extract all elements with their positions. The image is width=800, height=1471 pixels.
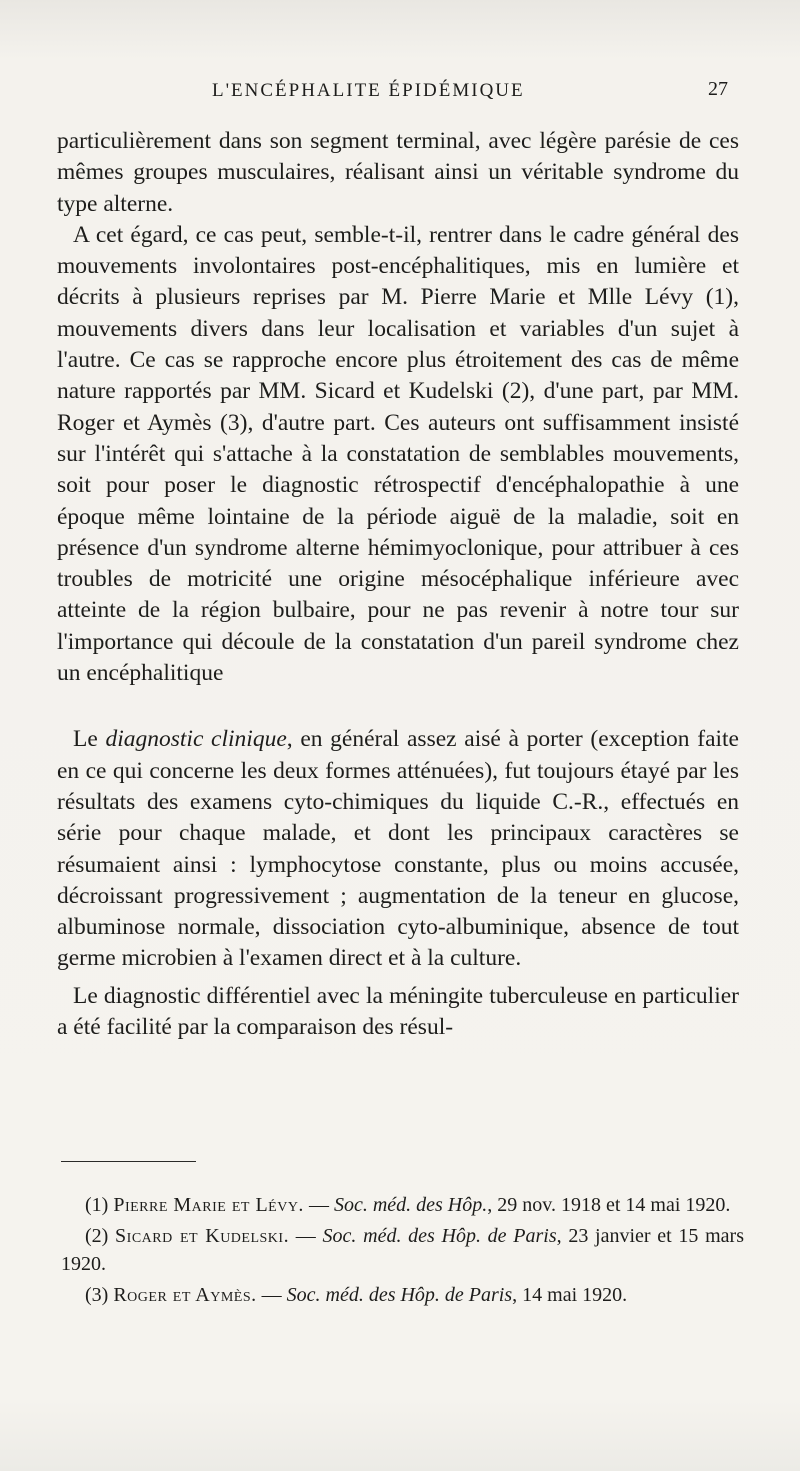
footnote-journal: Soc. méd. des Hôp. [333, 1194, 488, 1216]
footnote-authors: Sicard et Kudelski. [115, 1224, 290, 1247]
footnote-journal: Soc. méd. des Hôp. de Paris [322, 1224, 557, 1247]
footnote-authors: Roger et Aymès. [113, 1283, 257, 1306]
footnote-marker: (3) [85, 1283, 109, 1306]
footnote-1 [61, 1191, 744, 1220]
footnote-authors: Pierre Marie et Lévy. [113, 1194, 304, 1216]
footnote-date: , 29 nov. 1918 et 14 mai 1920. [487, 1194, 731, 1216]
footnote-rule [61, 1161, 196, 1162]
footnote-marker: (2) [85, 1224, 109, 1247]
paragraph-body: , en général assez aisé à porter (exception faite en ce qui concerne les deux formes atténuées), fut toujours étayé par les résultats des examens cyto-chimiques du liquide C.-R., effectués en série pour chaque malade, et dont les principaux caractères se résumaient ainsi : lymphocytose constante, plus ou moins accusée, décroissant progressivement ; augmentation de la teneur en glucose, albuminose normale, dissociation cyto-albuminique, absence de tout germe microbien à l'examen direct et à la culture. [57, 726, 739, 972]
running-head: L'ENCÉPHALITE ÉPIDÉMIQUE [212, 80, 525, 101]
paragraph-diagnostic-differentiel: Le diagnostic différentiel avec la méningite tuberculeuse en particulier a été facilité par la comparaison des résul- [57, 982, 739, 1041]
paragraph-lead: Le [73, 726, 106, 753]
footnote-marker: (1) [85, 1194, 109, 1216]
footnote-date: , 23 janvier et 15 mars 1920. [61, 1224, 745, 1275]
paragraph-continuation: particulièrement dans son segment terminal, avec légère parésie de ces mêmes groupes musculaires, réalisant ainsi un véritable syndrome du type alterne. [57, 128, 739, 217]
footnote-journal: Soc. méd. des Hôp. de Paris [286, 1283, 513, 1306]
footnote-2 [61, 1222, 744, 1279]
footnote-3 [61, 1281, 744, 1310]
paragraph-diagnostic-clinique [57, 724, 739, 974]
emphasis-diagnostic-clinique: diagnostic clinique [105, 726, 287, 753]
footnote-dash: — [256, 1283, 287, 1306]
footnote-dash: — [289, 1224, 323, 1247]
paragraph-mouvements: A cet égard, ce cas peut, semble-t-il, rentrer dans le cadre général des mouvements involontaires post-encéphalitiques, mis en lumière et décrits à plusieurs reprises par M. Pierre Marie et Mlle Lévy (1), mouvements divers dans leur localisation et variables d'un sujet à l'autre. Ce cas se rapproche encore plus étroitement des cas de même nature rapportés par MM. Sicard et Kudelski (2), d'une part, par MM. Roger et Aymès (3), d'autre part. Ces auteurs ont suffisamment insisté sur l'intérêt qui s'attache à la constatation de semblables mouvements, soit pour poser le diagnostic rétrospectif d'encéphalopathie à une époque même lointaine de la période aiguë de la maladie, soit en présence d'un syndrome alterne hémimyoclonique, pour attribuer à ces troubles de motricité une origine mésocéphalique inférieure avec atteinte de la région bulbaire, pour ne pas revenir à notre tour sur l'importance qui découle de la constatation d'un pareil syndrome chez un encéphalitique [57, 221, 739, 687]
body-text [57, 126, 739, 1043]
footnotes [61, 1191, 744, 1311]
page-number: 27 [708, 78, 728, 100]
footnote-dash: — [303, 1194, 334, 1216]
footnote-date: , 14 mai 1920. [512, 1283, 628, 1306]
